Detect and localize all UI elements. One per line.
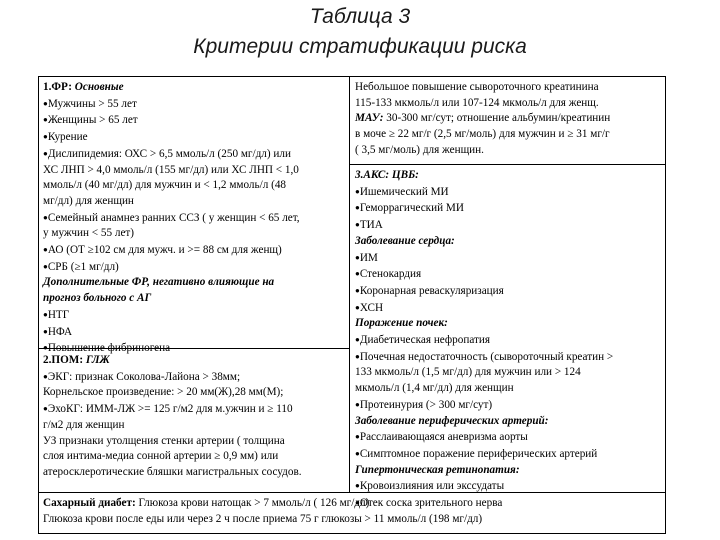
list-item: ● Коронарная реваскуляризация	[355, 283, 660, 300]
table-number-title: Таблица 3	[309, 5, 411, 28]
list-item: ● НФА	[43, 324, 346, 341]
list-item: ● Повышение фибриногена	[43, 340, 346, 357]
list-item: ● Ишемический МИ	[355, 184, 660, 201]
text-line: УЗ признаки утолщения стенки артерии ( толщина	[43, 434, 285, 447]
text-line: мкмоль/л (1,4 мг/дл) для женщин	[355, 382, 514, 395]
list-item: ● Протеинурия (> 300 мг/сут)	[355, 397, 660, 414]
risk-factors-cell	[43, 80, 346, 357]
list-item: ● Стенокардия	[355, 266, 660, 283]
diabetes-row	[43, 496, 661, 527]
kidney-damage-heading: Поражение почек:	[355, 317, 448, 330]
list-item-continuation: у мужчин < 55 лет)	[43, 227, 135, 240]
risk-factors-heading: 1.ФР: Основные	[43, 81, 124, 93]
text-line: в моче ≥ 22 мг/г (2,5 мг/моль) для мужчин и ≥ 31 мг/г	[355, 128, 610, 141]
list-item: ● ЭхоКГ: ИММ-ЛЖ >= 125 г/м2 для м.ужчин и ≥ 110	[43, 401, 346, 418]
list-item: ● Кровоизлияния или экссудаты	[355, 478, 660, 495]
target-organ-heading: 2.ПОМ: ГЛЖ	[43, 354, 110, 366]
text-line: ( 3,5 мг/моль) для женщин.	[355, 143, 484, 156]
list-item: ● ЭКГ: признак Соколова-Лайона > 38мм;	[43, 369, 346, 386]
list-item-crp: ● СРБ (≥1 мг/дл)	[43, 259, 346, 276]
list-item-dyslipidemia: ● Дислипидемия: ОХС > 6,5 ммоль/л (250 мг/дл) или	[43, 146, 346, 163]
associated-conditions-cell	[355, 168, 660, 512]
creatinine-mau-cell	[355, 80, 660, 159]
peripheral-arteries-heading: Заболевание периферических артерий:	[355, 414, 549, 427]
diabetes-line: Сахарный диабет: Глюкоза крови натощак > 7 ммоль/л ( 126 мг/дл)	[43, 497, 370, 509]
text-line: 133 мкмоль/л (1,5 мг/дл) для мужчин или > 124	[355, 366, 581, 379]
list-item: ● ТИА	[355, 217, 660, 234]
list-item-family-history: ● Семейный анамнез ранних ССЗ ( у женщин < 65 лет,	[43, 210, 346, 227]
text-line: атеросклеротические бляшки магистральных сосудов.	[43, 465, 302, 478]
text-line: Корнельское произведение: > 20 мм(Ж),28 мм(М);	[43, 386, 284, 399]
text-line: Глюкоза крови после еды или через 2 ч после приема 75 г глюкозы > 11 ммоль/л (198 мг/дл)	[43, 512, 483, 525]
risk-stratification-table	[38, 76, 666, 534]
list-item: ● ХСН	[355, 300, 660, 317]
list-item-continuation: ммоль/л (40 мг/дл) для мужчин и < 1,2 ммоль/л (48	[43, 179, 287, 192]
associated-conditions-heading: 3.АКС: ЦВБ:	[355, 169, 419, 181]
list-item-continuation: мг/дл) для женщин	[43, 194, 134, 207]
list-item: ● Мужчины > 55 лет	[43, 96, 346, 113]
heart-disease-heading: Заболевание сердца:	[355, 234, 455, 247]
text-line: слоя интима-медиа сонной артерии ≥ 0,9 мм) или	[43, 450, 279, 463]
row-divider-right	[349, 164, 665, 165]
list-item: ● Симптомное поражение периферических артерий	[355, 446, 660, 463]
list-item-continuation: ХС ЛНП > 4,0 ммоль/л (155 мг/дл) или ХС ЛНП < 1,0	[43, 163, 299, 176]
text-line: 115-133 мкмоль/л или 107-124 мкмоль/л для женщ.	[355, 96, 599, 109]
text-line: Небольшое повышение сывороточного креатинина	[355, 81, 599, 93]
text-line: г/м2 для женщин	[43, 418, 125, 431]
column-divider	[349, 77, 350, 492]
additional-factors-heading: Дополнительные ФР, негативно влияющие на	[43, 276, 275, 289]
list-item: ● Отек соска зрительного нерва	[355, 495, 660, 512]
list-item: ● Геморрагический МИ	[355, 200, 660, 217]
table-caption: Критерии стратификации риска	[193, 35, 527, 58]
list-item: ● Курение	[43, 129, 346, 146]
list-item: ● НТГ	[43, 307, 346, 324]
list-item: ● Диабетическая нефропатия	[355, 332, 660, 349]
retinopathy-heading: Гипертоническая ретинопатия:	[355, 463, 520, 476]
list-item: ● Расслаивающаяся аневризма аорты	[355, 429, 660, 446]
mau-line: МАУ: 30-300 мг/сут; отношение альбумин/креатинин	[355, 112, 611, 125]
target-organ-damage-cell	[43, 353, 346, 481]
list-item: ● ИМ	[355, 250, 660, 267]
list-item: ● Женщины > 65 лет	[43, 112, 346, 129]
list-item: ● Почечная недостаточность (сывороточный креатин >	[355, 349, 660, 366]
additional-factors-heading-cont: прогноз больного с АГ	[43, 292, 152, 305]
list-item-ao: ● АО (ОТ ≥102 см для мужч. и >= 88 см для женщ)	[43, 242, 346, 259]
